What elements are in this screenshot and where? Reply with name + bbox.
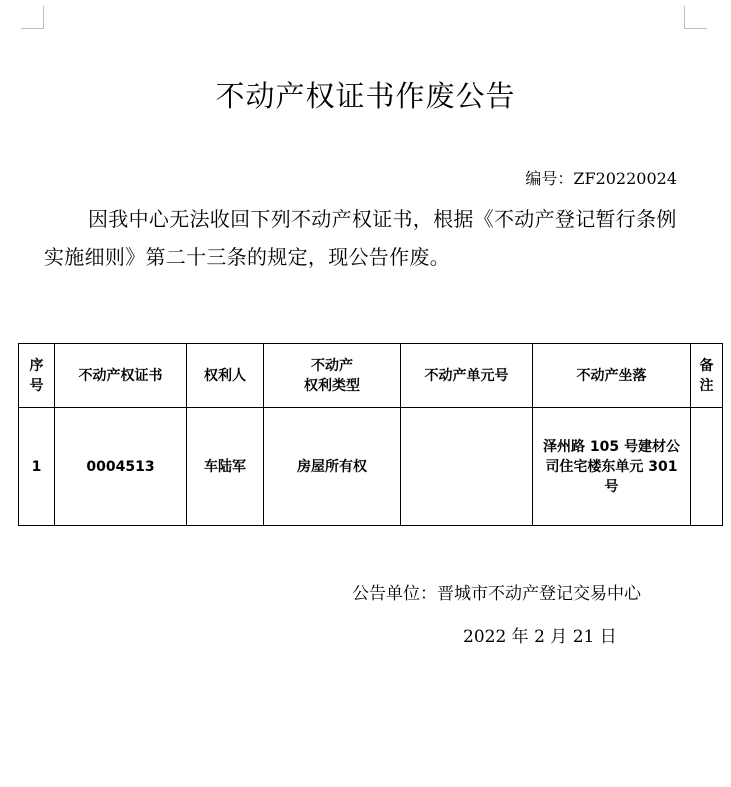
header-seq — [19, 344, 55, 408]
issuing-unit: 公告单位：晋城市不动产登记交易中心 — [352, 584, 641, 604]
certificate-table — [18, 343, 723, 526]
header-note-line1: 备 — [699, 357, 714, 374]
header-seq-line2: 号 — [29, 377, 44, 394]
cell-right-type: 房屋所有权 — [264, 408, 401, 526]
document-number — [525, 166, 677, 189]
table-row — [19, 408, 723, 526]
header-right-type-line1: 不动产 — [311, 357, 353, 374]
cell-seq: 1 — [19, 408, 55, 526]
header-right-type — [264, 344, 401, 408]
header-unit-no: 不动产单元号 — [401, 344, 533, 408]
header-location: 不动产坐落 — [533, 344, 691, 408]
header-cert: 不动产权证书 — [55, 344, 187, 408]
cell-location: 泽州路 105 号建材公司住宅楼东单元 301 号 — [533, 408, 691, 526]
issue-date: 2022 年 2 月 21 日 — [463, 627, 617, 647]
header-note-line2: 注 — [699, 377, 714, 394]
announcement-body: 因我中心无法收回下列不动产权证书，根据《不动产登记暂行条例实施细则》第二十三条的规定，现公告作废。 — [44, 207, 677, 269]
cell-unit-no — [401, 408, 533, 526]
page-title: 不动产权证书作废公告 — [215, 79, 516, 113]
header-note — [691, 344, 723, 408]
header-seq-line1: 序 — [29, 357, 44, 374]
cell-note — [691, 408, 723, 526]
page-corner-mark-top-right — [684, 6, 707, 29]
cell-cert: 0004513 — [55, 408, 187, 526]
cell-owner: 车陆军 — [187, 408, 264, 526]
document-number-label: 编号： — [525, 169, 574, 188]
header-owner: 权利人 — [187, 344, 264, 408]
header-right-type-line2: 权利类型 — [304, 377, 360, 394]
document-number-value: ZF20220024 — [573, 169, 677, 188]
page-corner-mark-top-left — [21, 6, 44, 29]
table-header-row — [19, 344, 723, 408]
